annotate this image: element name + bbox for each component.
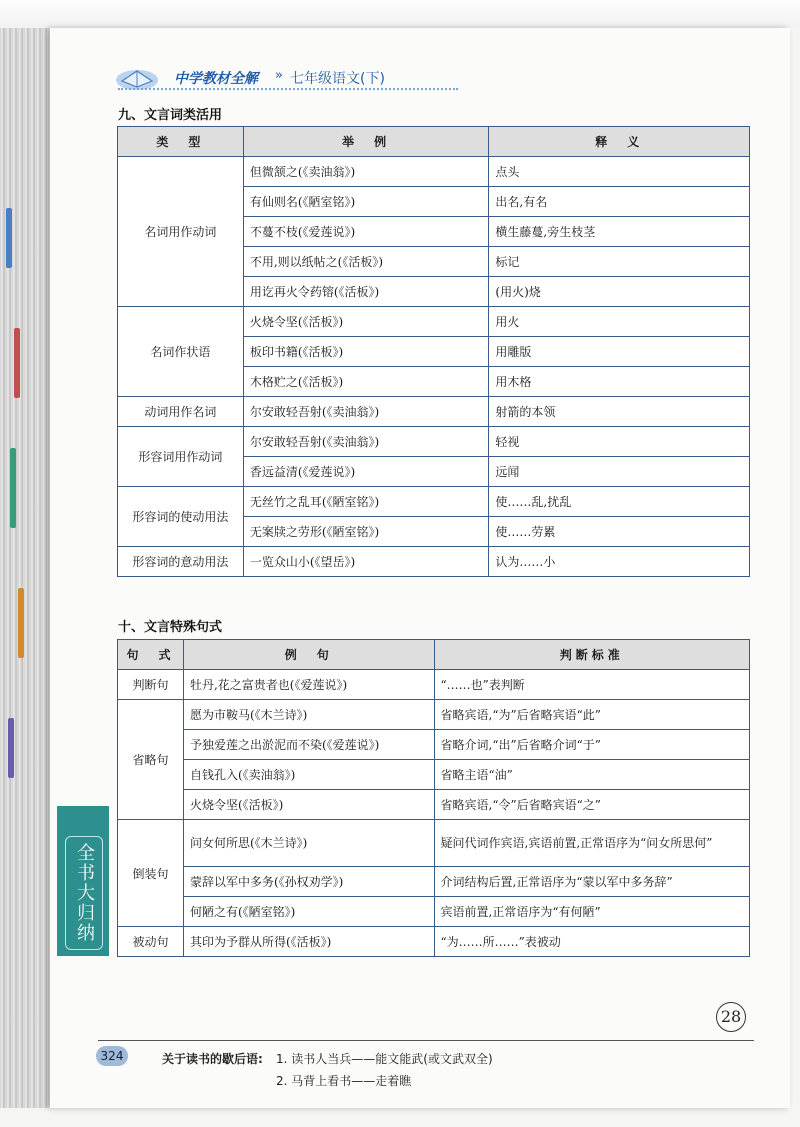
category-cell: 省略句	[118, 700, 184, 820]
example-cell: 无案牍之劳形(《陋室铭》)	[243, 517, 489, 547]
meaning-cell: 使……劳累	[489, 517, 750, 547]
example-cell: 问女何所思(《木兰诗》)	[183, 820, 434, 867]
header-criterion: 判断标准	[434, 640, 749, 670]
example-cell: 木格贮之(《活板》)	[243, 367, 489, 397]
table-header-row	[118, 127, 750, 157]
category-cell: 形容词的使动用法	[118, 487, 244, 547]
book-title: 中学教材全解	[174, 71, 258, 87]
example-cell: 何陋之有(《陋室铭》)	[183, 897, 434, 927]
category-cell: 形容词用作动词	[118, 427, 244, 487]
criterion-cell: 宾语前置,正常语序为“有何陋”	[434, 897, 749, 927]
example-cell: 火烧令坚(《活板》)	[183, 790, 434, 820]
table-row	[118, 820, 750, 867]
criterion-cell: 省略宾语,“为”后省略宾语“此”	[434, 700, 749, 730]
criterion-cell: 疑问代词作宾语,宾语前置,正常语序为“问女所思何”	[434, 820, 749, 867]
criterion-cell: 介词结构后置,正常语序为“蒙以军中多务辞”	[434, 867, 749, 897]
table-row	[118, 487, 750, 517]
table-row	[118, 157, 750, 187]
meaning-cell: 轻视	[489, 427, 750, 457]
footer-saying-2: 2. 马背上看书——走着瞧	[276, 1074, 412, 1088]
footer-page-number: 324	[96, 1046, 128, 1066]
header-pattern: 句 式	[118, 640, 184, 670]
section10-title: 十、文言特殊句式	[118, 620, 223, 635]
table-row	[118, 790, 750, 820]
header-example: 举 例	[243, 127, 489, 157]
book-page-edges	[0, 28, 50, 1108]
header-dotted-rule	[118, 88, 458, 90]
example-cell: 板印书籍(《活板》)	[243, 337, 489, 367]
criterion-cell: 省略宾语,“令”后省略宾语“之”	[434, 790, 749, 820]
example-cell: 愿为市鞍马(《木兰诗》)	[183, 700, 434, 730]
meaning-cell: 用木格	[489, 367, 750, 397]
table-row	[118, 307, 750, 337]
category-cell: 动词用作名词	[118, 397, 244, 427]
table-row	[118, 700, 750, 730]
meaning-cell: 用雕版	[489, 337, 750, 367]
example-cell: 但微颔之(《卖油翁》)	[243, 157, 489, 187]
table-row	[118, 760, 750, 790]
example-cell: 尔安敢轻吾射(《卖油翁》)	[243, 397, 489, 427]
example-cell: 用讫再火令药镕(《活板》)	[243, 277, 489, 307]
example-cell: 蒙辞以军中多务(《孙权劝学》)	[183, 867, 434, 897]
meaning-cell: 出名,有名	[489, 187, 750, 217]
footer-saying-1: 1. 读书人当兵——能文能武(或文武双全)	[276, 1052, 493, 1066]
footer-rule	[98, 1040, 754, 1041]
criterion-cell: “……也”表判断	[434, 670, 749, 700]
example-cell: 尔安敢轻吾射(《卖油翁》)	[243, 427, 489, 457]
category-cell: 被动句	[118, 927, 184, 957]
table-row	[118, 670, 750, 700]
meaning-cell: 使……乱,扰乱	[489, 487, 750, 517]
example-cell: 自钱孔入(《卖油翁》)	[183, 760, 434, 790]
header-type: 类 型	[118, 127, 244, 157]
header-separator: »	[275, 68, 283, 83]
section9-table	[117, 126, 750, 577]
example-cell: 有仙则名(《陋室铭》)	[243, 187, 489, 217]
category-cell: 形容词的意动用法	[118, 547, 244, 577]
example-cell: 火烧令坚(《活板》)	[243, 307, 489, 337]
meaning-cell: (用火)烧	[489, 277, 750, 307]
criterion-cell: 省略介词,“出”后省略介词“于”	[434, 730, 749, 760]
example-cell: 一览众山小(《望岳》)	[243, 547, 489, 577]
meaning-cell: 标记	[489, 247, 750, 277]
criterion-cell: 省略主语“油”	[434, 760, 749, 790]
meaning-cell: 射箭的本领	[489, 397, 750, 427]
header-meaning: 释 义	[489, 127, 750, 157]
meaning-cell: 认为……小	[489, 547, 750, 577]
meaning-cell: 点头	[489, 157, 750, 187]
page-header	[62, 60, 402, 94]
example-cell: 牡丹,花之富贵者也(《爱莲说》)	[183, 670, 434, 700]
example-cell: 香远益清(《爱莲说》)	[243, 457, 489, 487]
page-circle-number: 28	[716, 1002, 746, 1032]
table-row	[118, 927, 750, 957]
example-cell: 不蔓不枝(《爱莲说》)	[243, 217, 489, 247]
category-cell: 名词作状语	[118, 307, 244, 397]
table-row	[118, 427, 750, 457]
book-logo-icon	[114, 63, 160, 91]
table-row	[118, 547, 750, 577]
table-header-row	[118, 640, 750, 670]
example-cell: 不用,则以纸帖之(《活板》)	[243, 247, 489, 277]
table-row	[118, 730, 750, 760]
table-row	[118, 897, 750, 927]
header-sentence: 例 句	[183, 640, 434, 670]
meaning-cell: 横生藤蔓,旁生枝茎	[489, 217, 750, 247]
meaning-cell: 用火	[489, 307, 750, 337]
section10-table	[117, 639, 750, 957]
side-tab-label: 全书大归纳	[65, 836, 103, 950]
meaning-cell: 远闻	[489, 457, 750, 487]
footer-label: 关于读书的歇后语:	[162, 1052, 263, 1066]
category-cell: 名词用作动词	[118, 157, 244, 307]
table-row	[118, 397, 750, 427]
example-cell: 无丝竹之乱耳(《陋室铭》)	[243, 487, 489, 517]
top-shade	[0, 0, 800, 28]
example-cell: 予独爱莲之出淤泥而不染(《爱莲说》)	[183, 730, 434, 760]
criterion-cell: “为……所……”表被动	[434, 927, 749, 957]
table-row	[118, 867, 750, 897]
example-cell: 其印为予群从所得(《活板》)	[183, 927, 434, 957]
category-cell: 判断句	[118, 670, 184, 700]
subject-title: 七年级语文(下)	[290, 71, 385, 87]
side-tab[interactable]	[57, 806, 109, 956]
section9-title: 九、文言词类活用	[118, 108, 223, 123]
category-cell: 倒装句	[118, 820, 184, 927]
